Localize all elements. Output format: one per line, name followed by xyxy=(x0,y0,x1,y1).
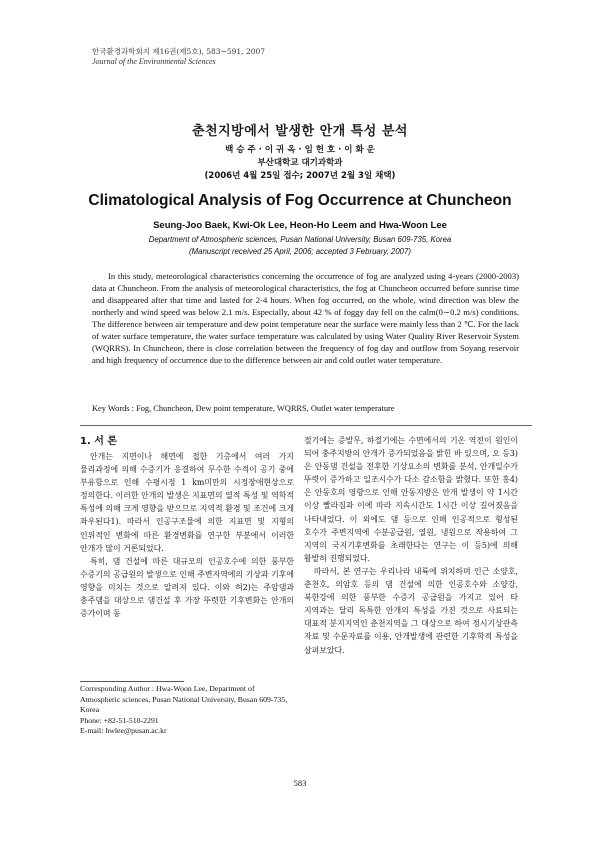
affiliation-en: Department of Atmospheric sciences, Pusan National University, Busan 609-735, Korea xyxy=(148,235,452,244)
journal-header-ko: 한국환경과학회지 제16권(제5호), 583~591, 2007 xyxy=(92,47,266,56)
paper-title-en: Climatological Analysis of Fog Occurrence at Chuncheon xyxy=(88,192,512,209)
abstract: In this study, meteorological characteristics concerning the occurrence of fog are analyzed using 4-years (2000-2003) data at Chuncheon. From the analysis of meteorological characteristics, the fog at Chuncheon occurred before sunrise time and disappeared after that time and lasted for 2-4 hours. When fog occurred, on the whole, wind direction was blew the northerly and wind speed was below 2.1 m/s. Especially, about 42 % of foggy day fell on the calm(0∼0.2 m/s) conditions. The difference between air temperature and dew point temperature near the surface were mainly less than 2 ℃. For the lack of water surface temperature, the water surface temperature was calculated by using Water Quality River Reservoir System (WQRRS). In Chuncheon, there is close correlation between the frequency of fog day and outflow from Soyang reservoir and high frequency of occurrence due to the difference between air and cold outlet water temperature. xyxy=(92,271,519,365)
received-date-en: (Manuscript received 25 April, 2006; accepted 3 February, 2007) xyxy=(189,247,411,256)
journal-header-en: Journal of the Environmental Sciences xyxy=(92,57,216,66)
page-number: 583 xyxy=(293,778,307,788)
right-column xyxy=(304,434,518,657)
paper-title-ko: 춘천지방에서 발생한 안개 특성 분석 xyxy=(192,124,408,139)
authors-ko: 백 승 주 · 이 귀 옥 · 임 헌 호 · 이 화 운 xyxy=(225,145,375,155)
dates-ko: (2006년 4월 25일 접수; 2007년 2월 3일 채택) xyxy=(204,171,396,181)
body-paragraph: 따라서, 본 연구는 우리나라 내륙에 위치하며 인근 소양호, 춘천호, 의암호 등의 댐 건설에 의한 인공호수와 소양강, 북한강에 의한 풍부한 수증기 공급원을 가지고 있어 타 지역과는 달리 독특한 안개의 특성을 가진 것으로 사료되는 대표적 분지지역인 춘천지역을 그 대상으로 하여 정시기상관측 자료 및 수문자료를 이용, 안개발생에 관련한 기후학적 특성을 살펴보았다. xyxy=(304,566,518,655)
body-paragraph: 특히, 댐 건설에 따른 대규모의 인공호수에 의한 풍부한 수증기의 공급원의 발생으로 인해 주변지역에의 기상과 기후에 영향을 미치는 것으로 알려져 있다. 이와 허2)는 주암댐과 충주댐을 대상으로 댐건설 후 가장 뚜렷한 기후변화는 안개의 증가이며 동 xyxy=(80,556,294,619)
footnote-divider xyxy=(80,681,184,682)
email: E-mail: hwlee@pusan.ac.kr xyxy=(80,726,167,736)
left-column xyxy=(80,432,294,620)
section-heading: 1. 서 론 xyxy=(80,436,118,447)
keywords: Key Words : Fog, Chuncheon, Dew point temperature, WQRRS, Outlet water temperature xyxy=(92,404,395,413)
phone: Phone: +82-51-510-2291 xyxy=(80,715,159,725)
corresponding-author: Corresponding Author : Hwa-Woon Lee, Department of Atmospheric sciences, Pusan National University, Busan 609-735, Korea xyxy=(80,684,288,715)
section-divider xyxy=(80,425,532,426)
body-paragraph: 절기에는 증발무, 하절기에는 수면에서의 기온 역전이 원인이 되어 충주지방의 안개가 증가되었음을 밝힌 바 있으며, 오 등3)은 안동댐 건설을 전후한 기상요소의 변화를 분석, 안개일수가 뚜렷이 증가하고 일조시수가 다소 감소함을 밝혔다. 또한 홍4)은 안동호의 영향으로 인해 안동지방은 안개 발생이 약 1시간 이상 빨라짐과 이에 따라 지속시간도 1시간 이상 길어졌음을 나타내었다. 이 외에도 댐 등으로 인해 인공적으로 형성된 호수가 주변지역에 수분공급원, 열원, 냉원으로 작용하여 그 지역의 국지기후변화를 초래한다는 연구는 이 등5)에 의해 활발히 진행되었다. xyxy=(304,436,518,563)
authors-en: Seung-Joo Baek, Kwi-Ok Lee, Heon-Ho Leem and Hwa-Woon Lee xyxy=(153,220,447,231)
body-paragraph: 안개는 지면이나 해면에 접한 기층에서 여러 가지 물리과정에 의해 수증기가 응결하여 무수한 수적이 공기 중에 부유함으로 인해 수평시정 1 km미만의 시정장애현상으로 정의한다. 이러한 안개의 발생은 지표면의 열적 특성 및 역학적 특성에 의해 크게 영향을 받으므로 지역적 환경 및 조건에 크게 좌우된다1). 따라서 인공구조물에 의한 지표면 및 지형의 인위적인 변화에 따른 환경변화를 연구한 부분에서 이러한 안개가 많이 거론되었다. xyxy=(80,452,294,553)
affiliation-ko: 부산대학교 대기과학과 xyxy=(257,158,343,168)
footnote xyxy=(80,684,294,737)
